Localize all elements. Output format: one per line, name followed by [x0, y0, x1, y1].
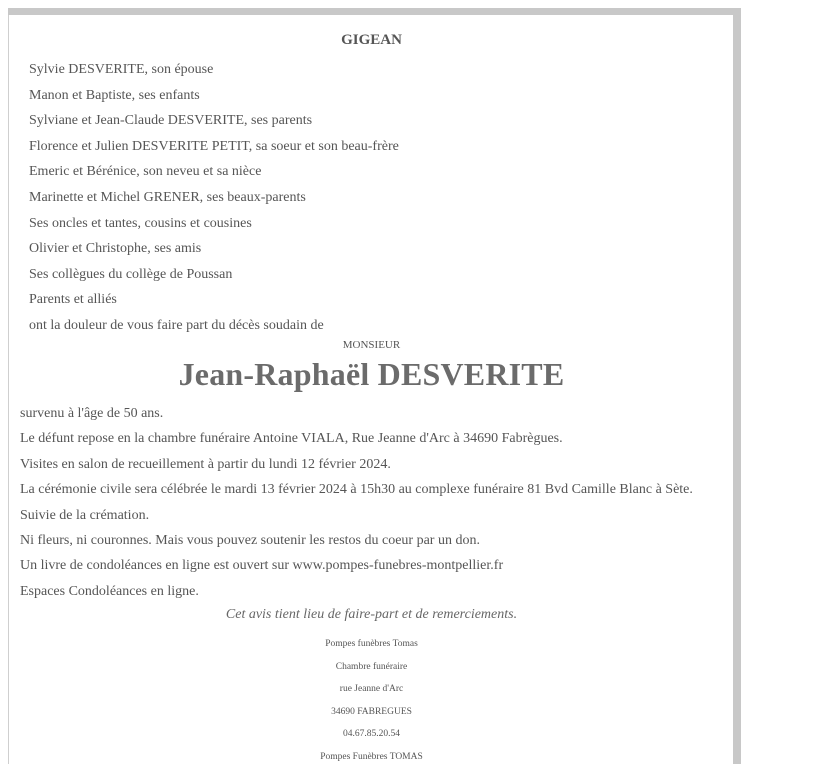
- family-line: Manon et Baptiste, ses enfants: [29, 87, 200, 103]
- notice-statement: Cet avis tient lieu de faire-part et de remerciements.: [225, 607, 518, 622]
- detail-line: survenu à l'âge de 50 ans.: [20, 406, 164, 421]
- details-list: [20, 401, 693, 604]
- detail-line: Le défunt repose en la chambre funéraire Antoine VIALA, Rue Jeanne d'Arc à 34690 Fabrègues.: [20, 431, 563, 447]
- detail-line: La cérémonie civile sera célébrée le mardi 13 février 2024 à 15h30 au complexe funéraire 81 Bvd Camille Blanc à Sète.: [20, 482, 693, 498]
- footer-phone: 04.67.85.20.54: [343, 729, 400, 740]
- footer-line: Pompes Funèbres TOMAS: [320, 751, 423, 762]
- family-line: Ses oncles et tantes, cousins et cousines: [29, 215, 252, 231]
- funeral-home-footer: [9, 633, 734, 769]
- footer-line: Chambre funéraire: [335, 661, 408, 672]
- detail-line: Espaces Condoléances en ligne.: [20, 583, 199, 599]
- family-line: Marinette et Michel GRENER, ses beaux-parents: [29, 189, 306, 205]
- family-list: [29, 57, 399, 339]
- family-line: Olivier et Christophe, ses amis: [29, 241, 202, 257]
- family-line: Sylvie DESVERITE, son épouse: [29, 62, 214, 77]
- detail-line: Un livre de condoléances en ligne est ouvert sur www.pompes-funebres-montpellier.fr: [20, 558, 504, 574]
- family-line: Parents et alliés: [29, 292, 117, 308]
- family-line: Sylviane et Jean-Claude DESVERITE, ses parents: [29, 113, 313, 129]
- town-heading: GIGEAN: [341, 32, 402, 48]
- footer-line: 34690 FABREGUES: [331, 706, 412, 717]
- honorific-title: MONSIEUR: [342, 339, 401, 351]
- family-line: Florence et Julien DESVERITE PETIT, sa soeur et son beau-frère: [29, 138, 399, 154]
- footer-line: rue Jeanne d'Arc: [339, 684, 404, 695]
- family-line: Ses collègues du collège de Poussan: [29, 266, 233, 282]
- notice-frame: [8, 8, 741, 764]
- deceased-name: Jean-Raphaël DESVERITE: [178, 356, 565, 392]
- family-line: Emeric et Bérénice, son neveu et sa nièce: [29, 164, 262, 180]
- detail-line: Suivie de la crémation.: [20, 507, 150, 523]
- notice-panel: [8, 15, 733, 764]
- detail-line: Ni fleurs, ni couronnes. Mais vous pouvez soutenir les restos du coeur par un don.: [20, 532, 480, 548]
- announcement-line: ont la douleur de vous faire part du décès soudain de: [29, 317, 324, 333]
- footer-line: Pompes funèbres Tomas: [325, 639, 418, 649]
- detail-line: Visites en salon de recueillement à partir du lundi 12 février 2024.: [20, 456, 391, 472]
